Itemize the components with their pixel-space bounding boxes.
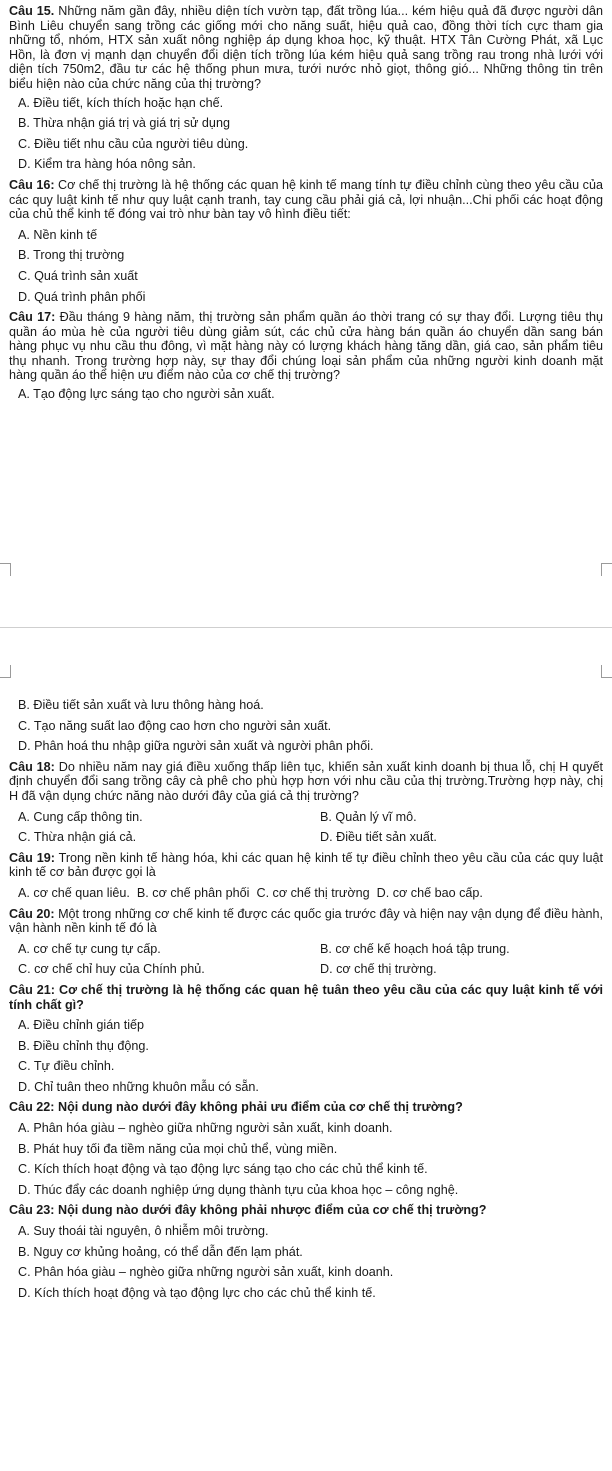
q23-option-b: B. Nguy cơ khủng hoảng, có thể dẫn đến lạm phát. bbox=[18, 1244, 303, 1259]
question-text: Một trong những cơ chế kinh tế được các quốc gia trước đây và hiện nay vận dụng để điều hành, vận hành nền kinh tế đó là bbox=[9, 906, 603, 936]
q18-option-b: B. Quản lý vĩ mô. bbox=[320, 809, 417, 824]
q16-option-d: D. Quá trình phân phối bbox=[18, 289, 146, 304]
q21-option-c: C. Tự điều chỉnh. bbox=[18, 1059, 115, 1074]
question-23 bbox=[9, 1203, 603, 1218]
question-15 bbox=[9, 4, 603, 92]
page-break bbox=[0, 565, 612, 676]
q23-option-c: C. Phân hóa giàu – nghèo giữa những người sản xuất, kinh doanh. bbox=[18, 1265, 394, 1280]
q17-option-c: C. Tạo năng suất lao động cao hơn cho người sản xuất. bbox=[18, 718, 332, 733]
q19-options bbox=[9, 886, 603, 901]
q15-option-d: D. Kiểm tra hàng hóa nông sản. bbox=[18, 157, 196, 172]
question-text: Cơ chế thị trường là hệ thống các quan hệ tuân theo yêu cầu của các quy luật kinh tế với tính chất gì? bbox=[9, 982, 603, 1012]
q18-option-a: A. Cung cấp thông tin. bbox=[18, 809, 143, 824]
question-label: Câu 20: bbox=[9, 906, 55, 921]
q22-option-a: A. Phân hóa giàu – nghèo giữa những người sản xuất, kinh doanh. bbox=[18, 1121, 393, 1136]
q19-option-b: B. cơ chế phân phối bbox=[136, 885, 250, 900]
question-text: Những năm gần đây, nhiều diện tích vườn tạp, đất trồng lúa... kém hiệu quả đã được người dân Bình Liêu chuyển sang trồng các giống mới cho năng suất, hiệu quả cao, đồng thời tích cực tham gia những tổ, nhóm, HTX sản xuất nông nghiệp áp dụng khoa học, kỹ thuật. HTX Tân Cường Phát, xã Lục Hồn, là đơn vị mạnh dạn chuyển đổi diện tích trồng lúa kém hiệu quả sang trồng rau trong nhà lưới với diện tích 750m2, đầu tư các hệ thống phun mưa, tưới nước nhỏ giọt, thông gió... Những thông tin trên biểu hiện nào của chức năng của thị trường? bbox=[9, 4, 603, 91]
q22-option-d: D. Thúc đẩy các doanh nghiệp ứng dụng thành tựu của khoa học – công nghệ. bbox=[18, 1182, 459, 1197]
q16-option-c: C. Quá trình sản xuất bbox=[18, 268, 138, 283]
q23-option-d: D. Kích thích hoạt động và tạo động lực cho các chủ thể kinh tế. bbox=[18, 1285, 376, 1300]
q17-option-a: A. Tạo động lực sáng tạo cho người sản xuất. bbox=[18, 387, 275, 402]
q21-option-b: B. Điều chỉnh thụ động. bbox=[18, 1038, 149, 1053]
question-17 bbox=[9, 310, 603, 383]
question-label: Câu 19: bbox=[9, 850, 55, 865]
page-corner-mark bbox=[0, 563, 11, 576]
q19-option-c: C. cơ chế thị trường bbox=[256, 885, 370, 900]
q20-options-row-2 bbox=[9, 962, 603, 977]
question-text: Cơ chế thị trường là hệ thống các quan hệ kinh tế mang tính tự điều chỉnh cùng theo yêu cầu của các quy luật kinh tế như quy luật cạnh tranh, tay cung cầu phải giá cả, lợi nhuận...Chi phối các hoạt động của chủ thể kinh tế đóng vai trò như bàn tay vô hình điều tiết: bbox=[9, 177, 603, 222]
question-20 bbox=[9, 907, 603, 936]
question-16 bbox=[9, 178, 603, 222]
page-top bbox=[0, 0, 612, 565]
question-text: Trong nền kinh tế hàng hóa, khi các quan hệ kinh tế tự điều chỉnh theo yêu cầu của các quy luật kinh tế cơ bản được gọi là bbox=[9, 850, 603, 880]
question-text: Nội dung nào dưới đây không phải ưu điểm của cơ chế thị trường? bbox=[58, 1100, 463, 1115]
q15-option-c: C. Điều tiết nhu cầu của người tiêu dùng. bbox=[18, 136, 249, 151]
question-label: Câu 17: bbox=[9, 310, 56, 325]
question-18 bbox=[9, 760, 603, 804]
q16-option-b: B. Trong thị trường bbox=[18, 248, 125, 263]
question-label: Câu 23: bbox=[9, 1203, 55, 1218]
q18-options-row-2 bbox=[9, 830, 603, 845]
question-19 bbox=[9, 851, 603, 880]
q20-option-c: C. cơ chế chỉ huy của Chính phủ. bbox=[18, 962, 205, 977]
question-label: Câu 18: bbox=[9, 759, 55, 774]
q19-option-d: D. cơ chế bao cấp. bbox=[376, 885, 483, 900]
question-21 bbox=[9, 983, 603, 1012]
q16-option-a: A. Nền kinh tế bbox=[18, 227, 98, 242]
page-corner-mark bbox=[601, 563, 612, 576]
page-bottom bbox=[0, 676, 612, 1471]
q20-option-a: A. cơ chế tự cung tự cấp. bbox=[18, 941, 161, 956]
q21-option-d: D. Chỉ tuân theo những khuôn mẫu có sẵn. bbox=[18, 1079, 259, 1094]
q22-option-c: C. Kích thích hoạt động và tạo động lực sáng tạo cho các chủ thể kinh tế. bbox=[18, 1162, 428, 1177]
question-text: Do nhiều năm nay giá điều xuống thấp liên tục, khiến sản xuất kinh doanh bị thua lỗ, chị H quyết định chuyển đổi sang trồng cây cà phê cho phù hợp hơn với nhu cầu của thị trường.Trường hợp này, chị H đã vận dụng chức năng nào dưới đây của giá cả thị trường? bbox=[9, 759, 604, 803]
q18-options-row-1 bbox=[9, 810, 603, 825]
question-label: Câu 21: bbox=[9, 982, 55, 997]
q15-option-a: A. Điều tiết, kích thích hoặc hạn chế. bbox=[18, 95, 224, 110]
q18-option-d: D. Điều tiết sản xuất. bbox=[320, 830, 437, 845]
q20-options-row-1 bbox=[9, 942, 603, 957]
question-label: Câu 16: bbox=[9, 177, 55, 192]
q21-option-a: A. Điều chỉnh gián tiếp bbox=[18, 1018, 145, 1033]
q19-option-a: A. cơ chế quan liêu. bbox=[18, 885, 130, 900]
q20-option-d: D. cơ chế thị trường. bbox=[320, 962, 437, 977]
q18-option-c: C. Thừa nhận giá cả. bbox=[18, 830, 137, 845]
question-text: Đầu tháng 9 hàng năm, thị trường sản phẩm quần áo thời trang có sự thay đổi. Lượng tiêu thụ quần áo mùa hè của người tiêu dùng giảm sút, các chủ cửa hàng bán quần áo chuyển dần sang bán hàng phục vụ nhu cầu thu đông, vì mặt hàng này có lượng khách hàng tăng dần, giá cao, sản phẩm tiêu thụ nhanh. Trong trường hợp này, sự thay đổi chúng loại sản phẩm của những người kinh doanh mặt hàng quần áo thể hiện ưu điểm nào của cơ chế thị trường? bbox=[9, 310, 604, 383]
q20-option-b: B. cơ chế kế hoạch hoá tập trung. bbox=[320, 941, 510, 956]
q17-option-b: B. Điều tiết sản xuất và lưu thông hàng hoá. bbox=[18, 698, 264, 712]
q15-option-b: B. Thừa nhận giá trị và giá trị sử dụng bbox=[18, 116, 230, 131]
question-text: Nội dung nào dưới đây không phải nhược điểm của cơ chế thị trường? bbox=[58, 1203, 487, 1218]
q17-option-d: D. Phân hoá thu nhập giữa người sản xuất và người phân phối. bbox=[18, 739, 374, 754]
question-label: Câu 22: bbox=[9, 1100, 55, 1115]
page-divider bbox=[0, 627, 612, 628]
q22-option-b: B. Phát huy tối đa tiềm năng của mọi chủ thể, vùng miền. bbox=[18, 1141, 338, 1156]
question-22 bbox=[9, 1100, 603, 1115]
q23-option-a: A. Suy thoái tài nguyên, ô nhiễm môi trường. bbox=[18, 1224, 269, 1239]
question-label: Câu 15. bbox=[9, 4, 55, 18]
